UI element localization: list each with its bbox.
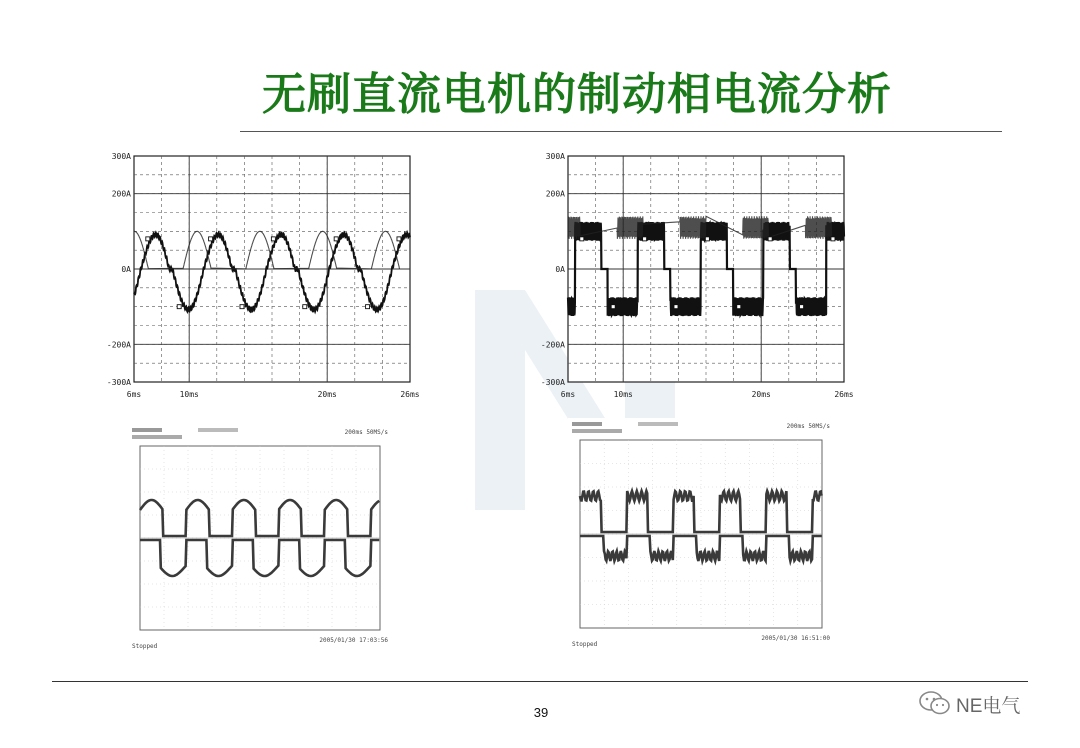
plot-svg bbox=[94, 148, 424, 400]
data-marker bbox=[643, 237, 647, 241]
scope-footer-timestamp: 2005/01/30 16:51:00 bbox=[761, 635, 830, 642]
scope-footer-timestamp: 2005/01/30 17:03:56 bbox=[319, 637, 388, 644]
data-marker bbox=[768, 237, 772, 241]
data-marker bbox=[146, 237, 150, 241]
scope-header-bar bbox=[638, 422, 678, 426]
x-tick-label: 6ms bbox=[560, 390, 576, 399]
scope-header-right: 200ms 50MS/s bbox=[344, 429, 388, 436]
x-tick-label: 20ms bbox=[751, 390, 771, 399]
x-tick-label: 20ms bbox=[317, 390, 337, 399]
data-marker bbox=[674, 305, 678, 309]
scope-footer-status: Stopped bbox=[132, 643, 158, 650]
oscilloscope-capture-left bbox=[128, 424, 392, 652]
data-marker bbox=[831, 237, 835, 241]
data-marker bbox=[800, 305, 804, 309]
oscilloscope-capture-right bbox=[568, 418, 834, 650]
scope-header-bar bbox=[132, 435, 182, 439]
brand-text: NE电气 bbox=[956, 696, 1021, 717]
x-tick-label: 10ms bbox=[179, 390, 199, 399]
y-tick-label: 200A bbox=[545, 189, 565, 199]
brand-watermark bbox=[918, 688, 1058, 718]
scope-header-bar bbox=[198, 428, 238, 432]
footer-rule bbox=[52, 681, 1028, 682]
plot-svg bbox=[528, 148, 858, 400]
scope-header-bar bbox=[572, 429, 622, 433]
page-number: 39 bbox=[533, 705, 549, 720]
data-marker bbox=[177, 305, 181, 309]
scope-header-right: 200ms 50MS/s bbox=[786, 423, 830, 430]
data-marker bbox=[334, 237, 338, 241]
data-marker bbox=[209, 237, 213, 241]
slide-title: 无刷直流电机的制动相电流分析 bbox=[262, 69, 892, 120]
y-tick-label: 300A bbox=[111, 152, 131, 161]
y-tick-label: 300A bbox=[545, 152, 565, 161]
x-tick-label: 26ms bbox=[834, 390, 854, 399]
y-tick-label: 200A bbox=[111, 189, 131, 199]
y-tick-label: 0A bbox=[121, 265, 131, 274]
scope-svg bbox=[568, 418, 834, 650]
wechat-icon bbox=[918, 690, 952, 716]
data-marker bbox=[705, 237, 709, 241]
y-tick-label: -300A bbox=[106, 378, 131, 387]
x-tick-label: 6ms bbox=[126, 390, 142, 399]
scope-svg bbox=[128, 424, 392, 652]
simulation-plot-right bbox=[528, 148, 858, 400]
y-tick-label: -200A bbox=[106, 340, 131, 350]
y-tick-label: 0A bbox=[555, 265, 565, 274]
scope-header-bar bbox=[132, 428, 162, 432]
data-marker bbox=[271, 237, 275, 241]
x-tick-label: 10ms bbox=[613, 390, 633, 399]
x-tick-label: 26ms bbox=[400, 390, 420, 399]
data-marker bbox=[366, 305, 370, 309]
data-marker bbox=[397, 237, 401, 241]
data-marker bbox=[240, 305, 244, 309]
title-underline bbox=[240, 131, 1002, 132]
data-marker bbox=[580, 237, 584, 241]
y-tick-label: -300A bbox=[540, 378, 565, 387]
scope-footer-status: Stopped bbox=[572, 641, 598, 648]
y-tick-label: -200A bbox=[540, 340, 565, 350]
data-marker bbox=[611, 305, 615, 309]
data-marker bbox=[737, 305, 741, 309]
data-marker bbox=[303, 305, 307, 309]
scope-header-bar bbox=[572, 422, 602, 426]
simulation-plot-left bbox=[94, 148, 424, 400]
